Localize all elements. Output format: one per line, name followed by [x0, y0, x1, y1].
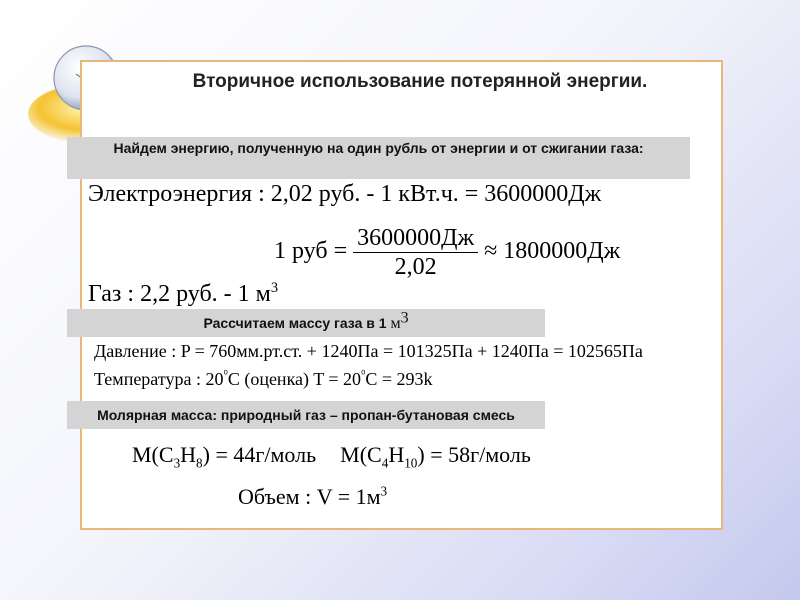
temp-part-b: C (оценка) T = 20: [227, 369, 362, 389]
ruble-energy-formula: [274, 224, 620, 281]
temperature-formula: [94, 369, 433, 390]
molar-mass-band: Молярная масса: природный газ – пропан-бутановая смесь: [67, 401, 545, 429]
butane-formula: [340, 442, 531, 471]
temp-part-c: C = 293k: [365, 369, 433, 389]
butane-c: M(C: [340, 442, 382, 467]
ruble-left: 1 руб =: [274, 238, 348, 265]
gas-text: Газ : 2,2 руб. - 1 м: [88, 281, 271, 307]
fraction-numerator: 3600000Дж: [353, 224, 478, 253]
degree-mark: ⁰: [361, 369, 366, 381]
ruble-right: ≈ 1800000Дж: [484, 238, 621, 265]
fraction-denominator: 2,02: [394, 254, 437, 280]
propane-formula: [132, 442, 317, 471]
gas-mass-label: Рассчитаем массу газа в 1: [203, 315, 391, 331]
butane-mass: ) = 58г/моль: [417, 442, 531, 467]
butane-h-index: 10: [404, 455, 418, 471]
degree-mark: ⁰: [223, 369, 228, 381]
slide-title: Вторичное использование потерянной энергии.: [192, 71, 648, 92]
propane-mass: ) = 44г/моль: [202, 442, 317, 467]
gas-exponent: 3: [270, 280, 279, 296]
gas-mass-exponent: 3: [400, 309, 409, 327]
temp-part-a: Температура : 20: [94, 369, 224, 389]
propane-h: H: [180, 442, 197, 467]
volume-formula: [238, 484, 387, 510]
gas-formula: [88, 281, 278, 308]
propane-h-index: 8: [196, 455, 203, 471]
ruble-fraction: [353, 224, 478, 281]
pressure-formula: Давление : P = 760мм.рт.ст. + 1240Па = 101325Па + 1240Па = 102565Па: [94, 341, 643, 361]
molar-mass-formulas: [132, 442, 531, 471]
electro-formula: Электроэнергия : 2,02 руб. - 1 кВт.ч. = 3600000Дж: [88, 181, 602, 207]
propane-c: M(C: [132, 442, 174, 467]
butane-c-index: 4: [381, 455, 389, 471]
propane-c-index: 3: [173, 455, 181, 471]
gas-mass-band: [67, 309, 545, 337]
volume-exponent: 3: [380, 483, 388, 499]
energy-per-ruble-band: Найдем энергию, полученную на один рубль от энергии и от сжигании газа:: [67, 137, 690, 179]
butane-h: H: [388, 442, 405, 467]
volume-text: Объем : V = 1м: [238, 484, 381, 509]
gas-mass-unit: м: [390, 315, 401, 332]
